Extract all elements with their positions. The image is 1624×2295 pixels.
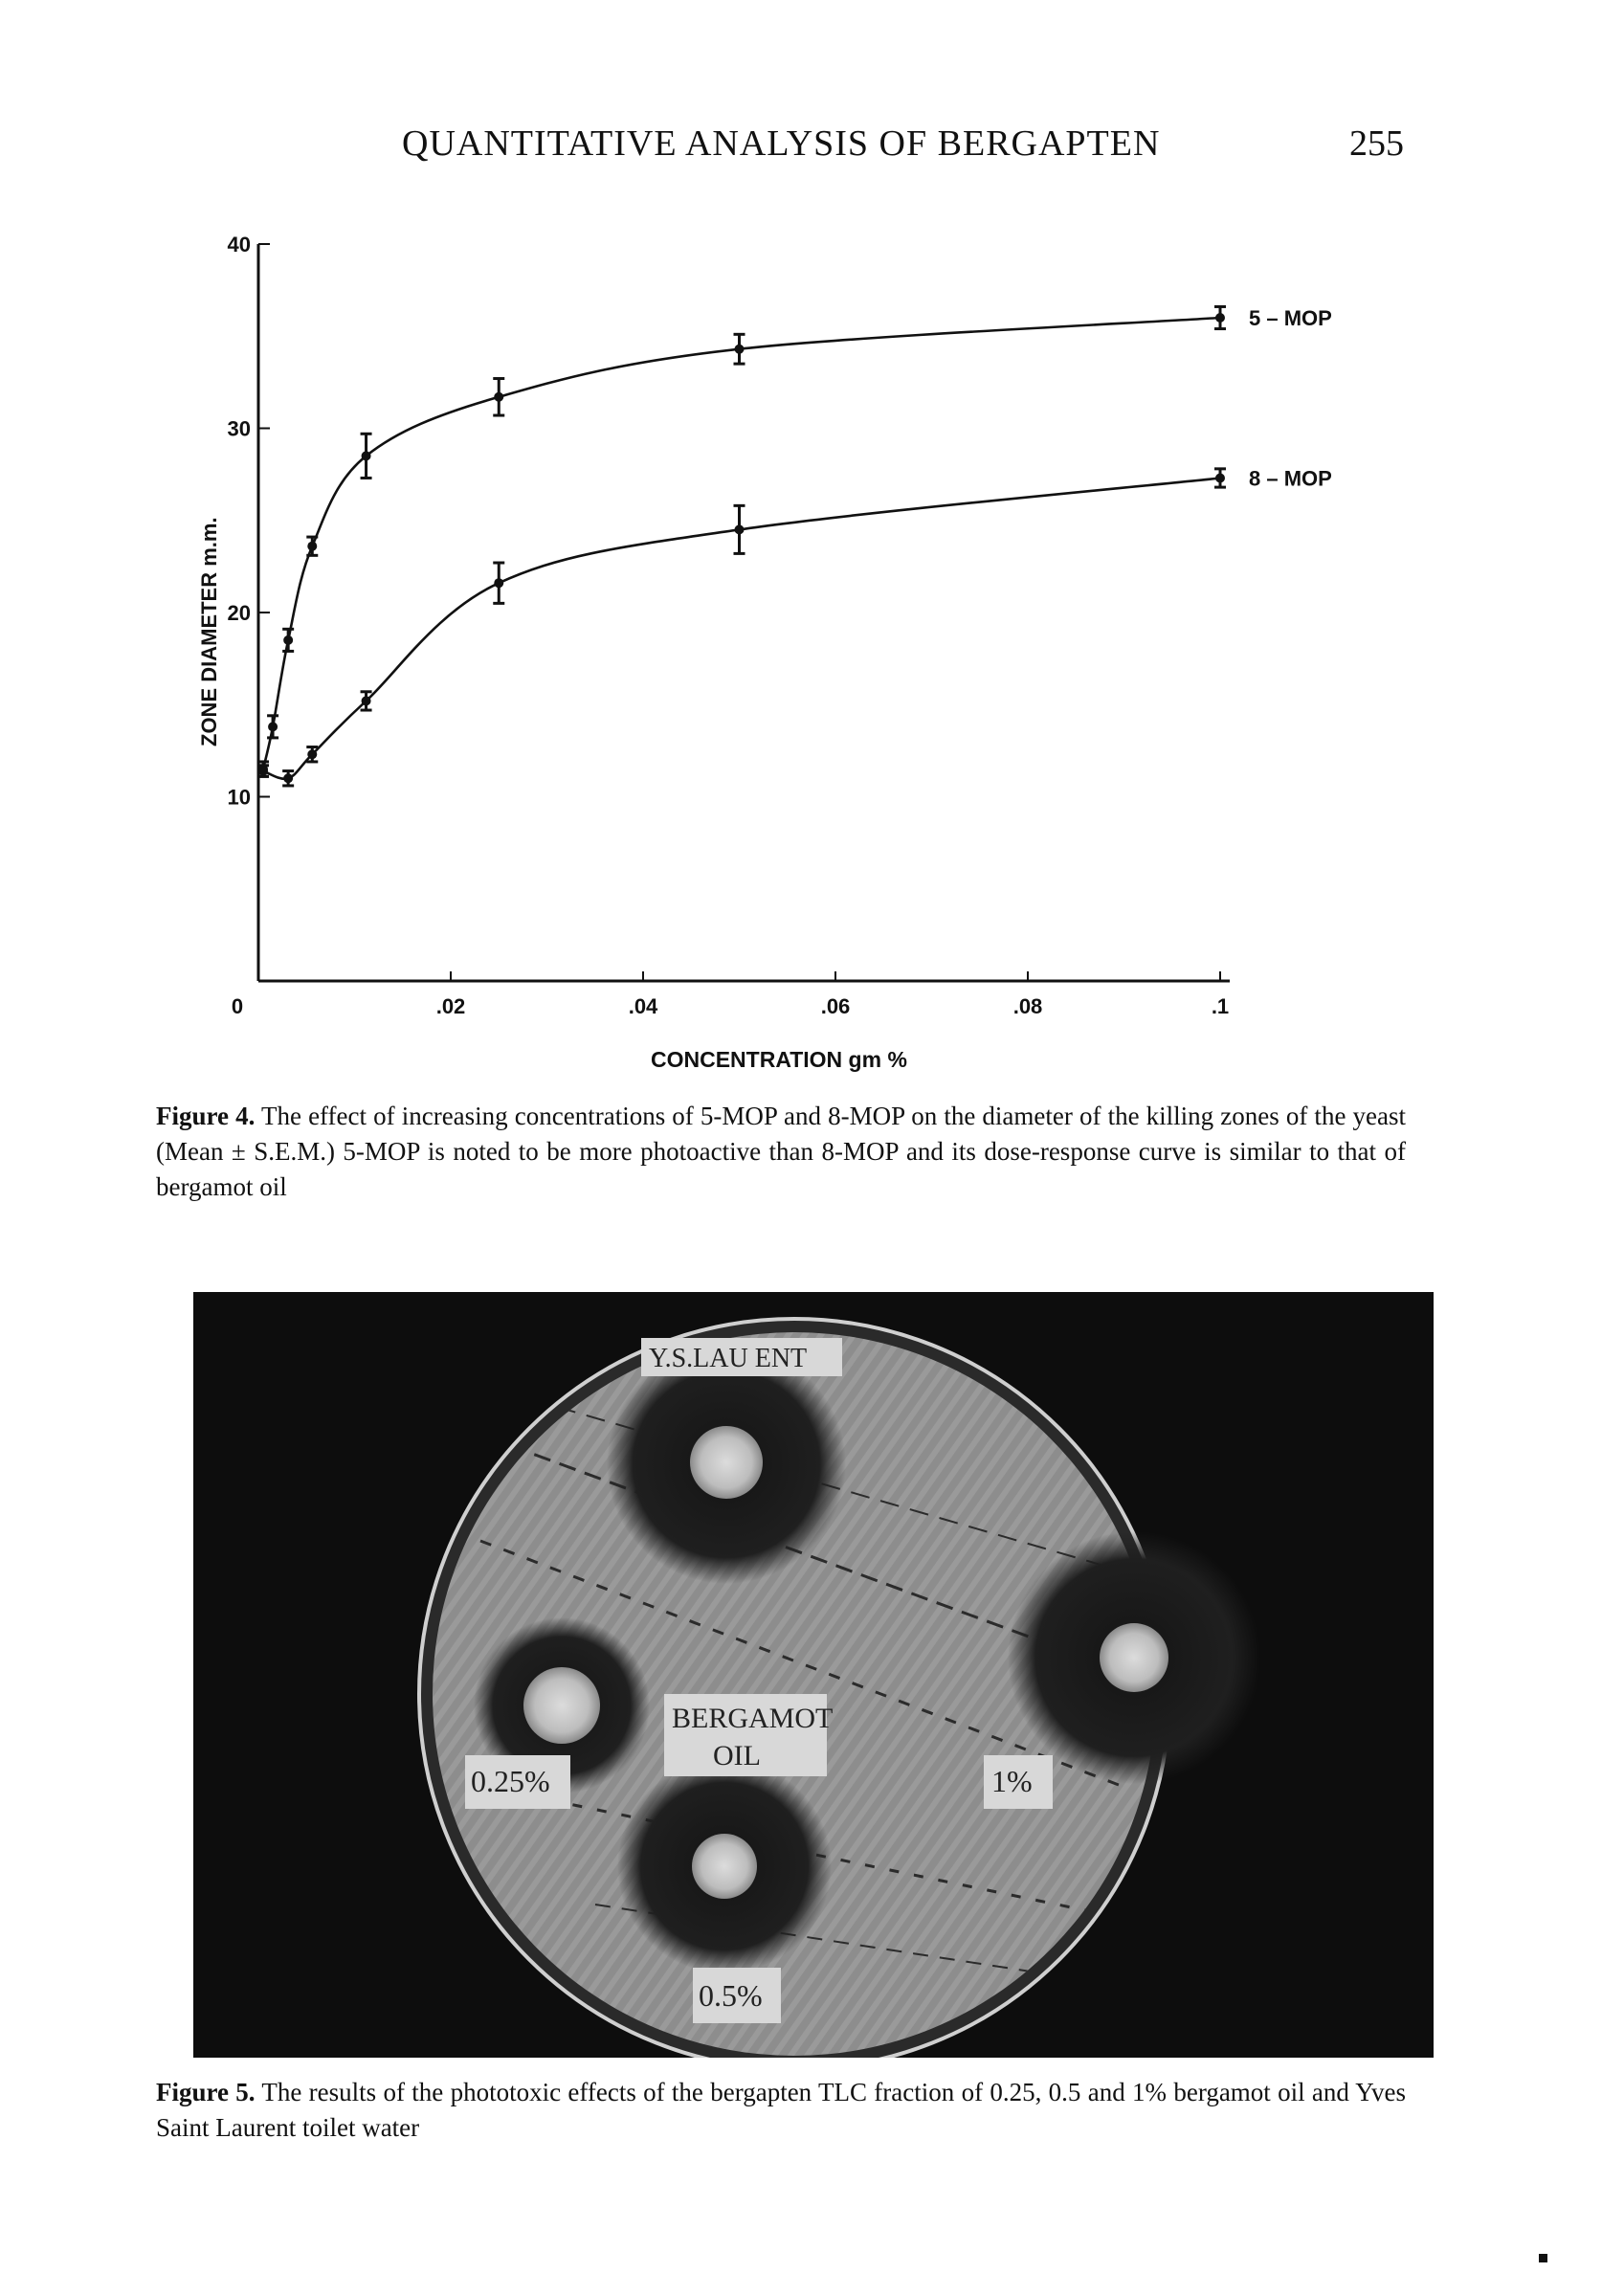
y-tick-label: 10 [227, 785, 251, 810]
y-tick-label: 20 [227, 601, 251, 625]
end-mark [1539, 2254, 1547, 2262]
data-point [362, 451, 371, 460]
data-point [494, 578, 503, 588]
data-point [307, 749, 317, 759]
series-label-5-mop: 5 – MOP [1249, 306, 1332, 330]
data-point [735, 524, 745, 534]
label-left: 0.25% [471, 1764, 550, 1798]
x-tick-label: .04 [628, 994, 658, 1018]
running-head [0, 123, 1624, 170]
figure-4-caption [156, 1099, 1406, 1205]
applied-spot-ysl [690, 1426, 763, 1499]
running-title: QUANTITATIVE ANALYSIS OF BERGAPTEN [402, 123, 1161, 164]
x-tick-label: .02 [435, 994, 466, 1018]
figure-5-label: Figure 5. [156, 2078, 256, 2106]
series-line-8-mop [263, 478, 1220, 778]
x-tick-label: .08 [1012, 994, 1043, 1018]
figure-5-text: The results of the phototoxic effects of the bergapten TLC fraction of 0.25, 0.5 and 1% bergamot oil and Yves Saint Laurent toilet water [156, 2078, 1407, 2142]
petri-dish-photo [193, 1292, 1434, 2058]
label-right: 1% [991, 1764, 1033, 1798]
figure-5-caption [156, 2075, 1406, 2146]
y-axis-label: ZONE DIAMETER m.m. [197, 517, 221, 746]
x-tick-label: .1 [1211, 994, 1230, 1018]
data-point [1215, 473, 1225, 482]
figure-4-text: The effect of increasing concentrations of 5-MOP and 8-MOP on the diameter of the killing zones of the yeast (Mean ± S.E.M.) 5-MOP is noted to be more photoactive than 8-MOP and its dose-response curve is similar to that of bergamot oil [156, 1102, 1407, 1201]
chart-points [257, 306, 1226, 786]
data-point [362, 696, 371, 705]
data-point [283, 635, 293, 645]
series-line-5-mop [263, 318, 1220, 769]
chart-curves [263, 318, 1220, 779]
data-point [307, 542, 317, 551]
x-axis-label: CONCENTRATION gm % [651, 1047, 907, 1072]
label-top: Y.S.LAU ENT [649, 1344, 808, 1373]
data-point [283, 773, 293, 783]
label-bottom: 0.5% [699, 1978, 763, 2013]
y-tick-label: 40 [227, 233, 251, 256]
label-center-line1: BERGAMOT [672, 1703, 834, 1734]
chart-axes [258, 244, 1230, 981]
x-tick-label: .06 [820, 994, 851, 1018]
page-number: 255 [1349, 123, 1404, 164]
data-point [1215, 313, 1225, 323]
series-label-8-mop: 8 – MOP [1249, 466, 1332, 491]
applied-spot-1pct [1100, 1623, 1168, 1692]
figure-4-label: Figure 4. [156, 1102, 256, 1130]
applied-spot-05pct [692, 1834, 757, 1899]
data-point [268, 722, 278, 731]
chart-series-labels [1249, 306, 1332, 490]
label-center-line2: OIL [713, 1740, 761, 1771]
dose-response-chart [172, 215, 1416, 1077]
applied-spot-025pct [523, 1667, 600, 1744]
x-tick-label: 0 [231, 994, 244, 1018]
data-point [258, 767, 268, 776]
y-tick-label: 30 [227, 416, 251, 441]
data-point [735, 345, 745, 354]
data-point [494, 392, 503, 402]
